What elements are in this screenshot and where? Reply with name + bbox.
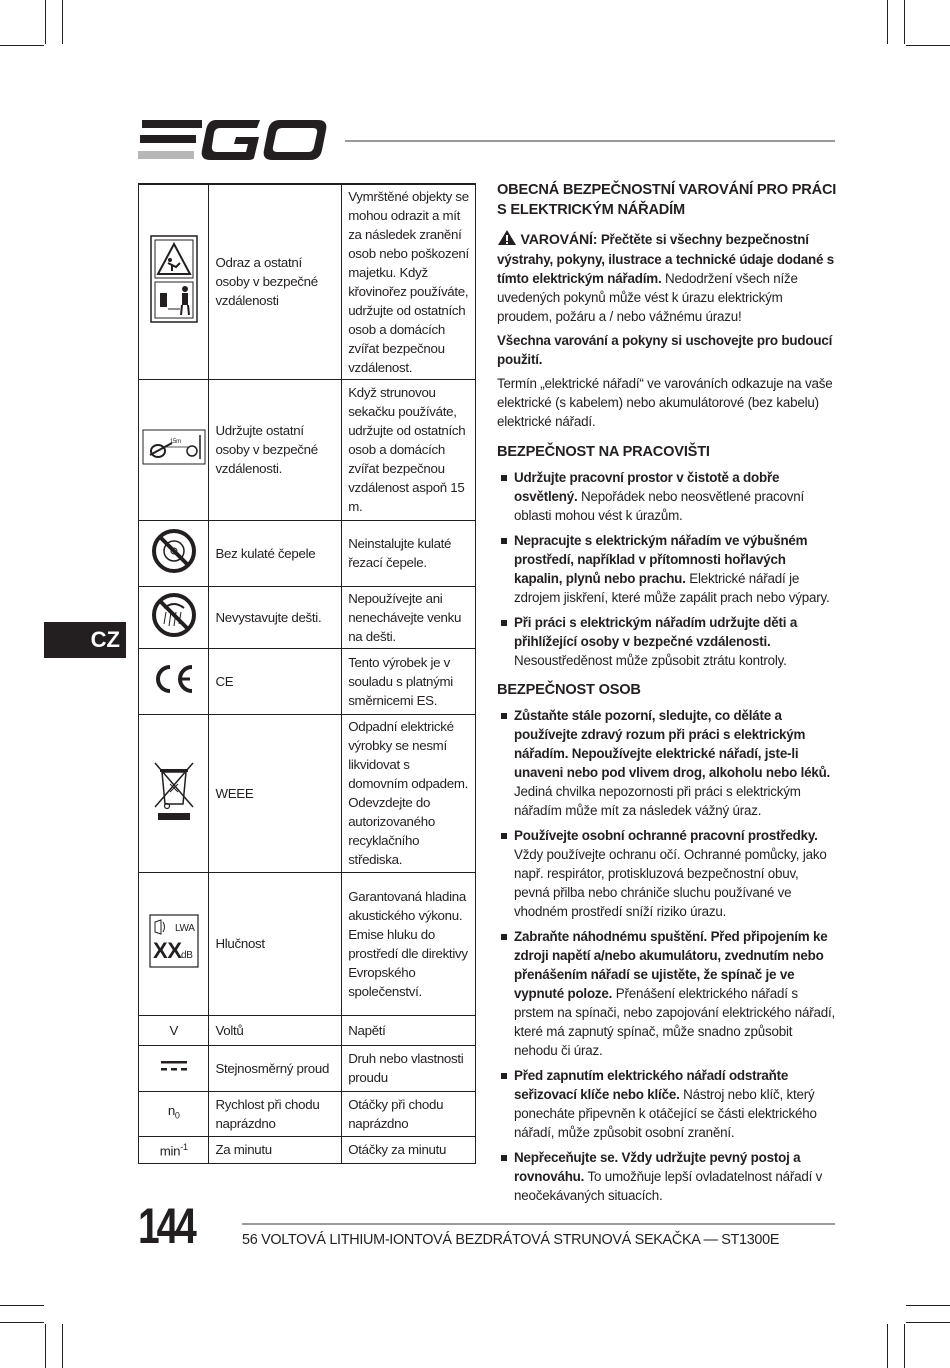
item-text: Jediná chvilka nepozornosti při práci s elektrickým nářadím může mít za následek vážný úraz. bbox=[514, 784, 801, 818]
item-text: Elektrické nářadí je zdrojem jiskření, které může zapálit prach nebo výpary. bbox=[514, 571, 830, 605]
table-icon-cell bbox=[139, 520, 209, 586]
symbol-description: Druh nebo vlastnosti proudu bbox=[342, 1045, 476, 1091]
footer-title: 56 VOLTOVÁ LITHIUM-IONTOVÁ BEZDRÁTOVÁ STRUNOVÁ SEKAČKA — ST1300E bbox=[242, 1232, 780, 1248]
symbol-name: Stejnosměrný proud bbox=[209, 1045, 342, 1091]
crop-mark bbox=[0, 45, 44, 46]
symbol-description: Otáčky při chodu naprázdno bbox=[342, 1091, 476, 1136]
table-icon-cell bbox=[139, 648, 209, 714]
keep-distance-icon bbox=[142, 429, 206, 465]
symbol-name: CE bbox=[209, 648, 342, 714]
table-icon-cell bbox=[139, 1045, 209, 1091]
warning-text: Nedodržení všech níže uvedených pokynů může vést k úrazu elektrickým proudem, požáru a / nebo vážnému úrazu! bbox=[497, 271, 798, 324]
symbol-description: Vymrštěné objekty se mohou odrazit a mít za následek zranění osob nebo poškození majetku. Když křovinořez používáte, udržujte od ostatních osob a domácích zvířat bezpečnou vzdálenost. bbox=[342, 184, 476, 379]
crop-mark bbox=[0, 1305, 44, 1306]
crop-mark bbox=[904, 0, 905, 44]
item-bold: Udržujte pracovní prostor v čistotě a dobře osvětlený. bbox=[514, 470, 780, 504]
list-item bbox=[497, 826, 837, 921]
svg-text:dB: dB bbox=[180, 950, 193, 961]
crop-mark bbox=[45, 1324, 46, 1368]
table-icon-cell bbox=[139, 714, 209, 872]
crop-mark bbox=[906, 1322, 950, 1323]
section-heading: OBECNÁ BEZPEČNOSTNÍ VAROVÁNÍ PRO PRÁCI S ELEKTRICKÝM NÁŘADÍM bbox=[497, 182, 837, 218]
symbol-name: Nevystavujte dešti. bbox=[209, 586, 342, 648]
ego-logo bbox=[138, 118, 328, 162]
warning-label: VAROVÁNÍ: bbox=[520, 232, 598, 248]
ce-mark-icon bbox=[152, 663, 196, 695]
symbol-name: Hlučnost bbox=[209, 872, 342, 1015]
workplace-list bbox=[497, 468, 837, 670]
symbol-description: Když strunovou sekačku používáte, udržujte od ostatních osob a domácích zvířat bezpečnou vzdálenost aspoň 15 m. bbox=[342, 379, 476, 520]
table-icon-cell bbox=[139, 184, 209, 379]
list-item bbox=[497, 1148, 837, 1205]
table-row bbox=[139, 1091, 476, 1136]
item-text: Nesoustředěnost může způsobit ztrátu kontroly. bbox=[514, 653, 787, 668]
table-icon-cell bbox=[139, 586, 209, 648]
symbol-table bbox=[138, 183, 476, 1164]
warning-paragraph bbox=[497, 229, 837, 326]
table-row bbox=[139, 586, 476, 648]
safety-warnings-column bbox=[497, 180, 837, 1205]
symbol-description: Nepoužívejte ani nenechávejte venku na dešti. bbox=[342, 586, 476, 648]
symbol-subscript: 0 bbox=[174, 1110, 180, 1121]
symbol-description: Otáčky za minutu bbox=[342, 1136, 476, 1163]
symbol-name: WEEE bbox=[209, 714, 342, 872]
crop-mark bbox=[887, 1324, 888, 1368]
table-row bbox=[139, 714, 476, 872]
page-number: 144 bbox=[138, 1198, 194, 1254]
list-item bbox=[497, 706, 837, 820]
list-item bbox=[497, 468, 837, 525]
symbol-text-cell: V bbox=[139, 1015, 209, 1045]
header-rule bbox=[345, 140, 835, 142]
section-heading: BEZPEČNOST NA PRACOVIŠTI bbox=[497, 444, 710, 460]
list-item bbox=[497, 531, 837, 607]
crop-mark bbox=[904, 1324, 905, 1368]
item-text: Přenášení elektrického nářadí s prstem na spínači, nebo zapojování elektrického nářadí, které má zapnutý spínač, může snadno způsobit nehodu či úraz. bbox=[514, 986, 835, 1058]
item-bold: Používejte osobní ochranné pracovní prostředky. bbox=[514, 828, 818, 843]
table-row bbox=[139, 648, 476, 714]
item-bold: Nepřeceňujte se. Vždy udržujte pevný postoj a rovnováhu. bbox=[514, 1150, 801, 1184]
crop-mark bbox=[45, 0, 46, 44]
footer-rule bbox=[242, 1223, 835, 1225]
item-bold: Před zapnutím elektrického nářadí odstraňte seřizovací klíče nebo klíče. bbox=[514, 1068, 789, 1102]
crop-mark bbox=[62, 0, 63, 44]
symbol-description: Garantovaná hladina akustického výkonu. Emise hluku do prostředí dle direktivy Evropského společenství. bbox=[342, 872, 476, 1015]
term-paragraph: Termín „elektrické nářadí“ ve varováních odkazuje na vaše elektrické (s kabelem) nebo akumulátorové (bez kabelu) elektrické nářadí. bbox=[497, 376, 833, 429]
list-item bbox=[497, 927, 837, 1060]
list-item bbox=[497, 1066, 837, 1142]
table-row bbox=[139, 379, 476, 520]
svg-text:XX: XX bbox=[152, 938, 182, 963]
list-item bbox=[497, 613, 837, 670]
symbol-description: Tento výrobek je v souladu s platnými směrnicemi ES. bbox=[342, 648, 476, 714]
no-rain-icon bbox=[151, 592, 197, 638]
thrown-objects-icon bbox=[150, 235, 198, 323]
symbol-name: Bez kulaté čepele bbox=[209, 520, 342, 586]
table-row bbox=[139, 872, 476, 1015]
symbol-description: Odpadní elektrické výrobky se nesmí likvidovat s domovním odpadem. Odevzdejte do autorizovaného recyklačního střediska. bbox=[342, 714, 476, 872]
symbol-name: Rychlost při chodu naprázdno bbox=[209, 1091, 342, 1136]
table-row bbox=[139, 1045, 476, 1091]
keep-instructions: Všechna varování a pokyny si uschovejte pro budoucí použití. bbox=[497, 333, 833, 367]
symbol-text: min bbox=[159, 1143, 181, 1159]
item-bold: Při práci s elektrickým nářadím udržujte děti a přihlížející osoby v bezpečné vzdálenosti. bbox=[514, 615, 798, 649]
svg-text:LWA: LWA bbox=[174, 923, 195, 934]
table-row bbox=[139, 184, 476, 379]
table-row bbox=[139, 1015, 476, 1045]
svg-text:15m: 15m bbox=[169, 439, 181, 445]
weee-bin-icon bbox=[152, 760, 196, 822]
table-row bbox=[139, 1136, 476, 1163]
item-text: To umožňuje lepší ovladatelnost nářadí v neočekávaných situacích. bbox=[514, 1169, 823, 1203]
symbol-text-cell bbox=[139, 1136, 209, 1163]
crop-mark bbox=[906, 45, 950, 46]
sound-power-icon bbox=[149, 914, 199, 968]
crop-mark bbox=[0, 1322, 44, 1323]
no-blade-icon bbox=[151, 528, 197, 574]
warning-bold-text: Přečtěte si všechny bezpečnostní výstrahy, pokyny, ilustrace a technické údaje dodané s tímto elektrickým nářadím. bbox=[497, 232, 834, 286]
crop-mark bbox=[887, 0, 888, 44]
crop-mark bbox=[62, 1324, 63, 1368]
item-bold: Zůstaňte stále pozorní, sledujte, co děláte a používejte zdravý rozum při práci s elektrickým nářadím. Nepoužívejte elektrické nářadí, jste-li unaveni nebo pod vlivem drog, alkoholu nebo léků. bbox=[514, 708, 831, 780]
symbol-name: Voltů bbox=[209, 1015, 342, 1045]
item-bold: Nepracujte s elektrickým nářadím ve výbušném prostředí, například v přítomnosti hořlavých kapalin, plynů nebo prachu. bbox=[514, 533, 808, 586]
symbol-superscript: -1 bbox=[180, 1142, 188, 1153]
table-row bbox=[139, 520, 476, 586]
table-icon-cell bbox=[139, 379, 209, 520]
item-text: Nepořádek nebo neosvětlené pracovní oblasti mohou vést k úrazům. bbox=[514, 489, 805, 523]
symbol-name: Udržujte ostatní osoby v bezpečné vzdálenosti. bbox=[209, 379, 342, 520]
symbol-description: Neinstalujte kulaté řezací čepele. bbox=[342, 520, 476, 586]
table-icon-cell bbox=[139, 872, 209, 1015]
crop-mark bbox=[906, 1305, 950, 1306]
symbol-name: Za minutu bbox=[209, 1136, 342, 1163]
direct-current-icon bbox=[159, 1059, 189, 1073]
persons-list bbox=[497, 706, 837, 1205]
symbol-text: n bbox=[167, 1103, 175, 1119]
item-text: Nástroj nebo klíč, který ponecháte připevněn k otáčející se části elektrického nářadí, může způsobit osobní zranění. bbox=[514, 1087, 817, 1140]
section-heading: BEZPEČNOST OSOB bbox=[497, 682, 641, 698]
item-bold: Zabraňte náhodnému spuštění. Před připojením ke zdroji napětí a/nebo akumulátoru, zvednutím nebo přenášením nářadí se ujistěte, že spínač je ve vypnuté poloze. bbox=[514, 929, 828, 1001]
symbol-text-cell bbox=[139, 1091, 209, 1136]
language-tab: CZ bbox=[44, 622, 126, 658]
symbol-name: Odraz a ostatní osoby v bezpečné vzdálenosti bbox=[209, 184, 342, 379]
warning-triangle-icon bbox=[497, 229, 517, 246]
item-text: Vždy používejte ochranu očí. Ochranné pomůcky, jako např. respirátor, protiskluzová bezpečnostní obuv, pevná přilba nebo chrániče sluchu používané ve vhodném prostředí sníží riziko úrazu. bbox=[514, 847, 827, 919]
symbol-description: Napětí bbox=[342, 1015, 476, 1045]
